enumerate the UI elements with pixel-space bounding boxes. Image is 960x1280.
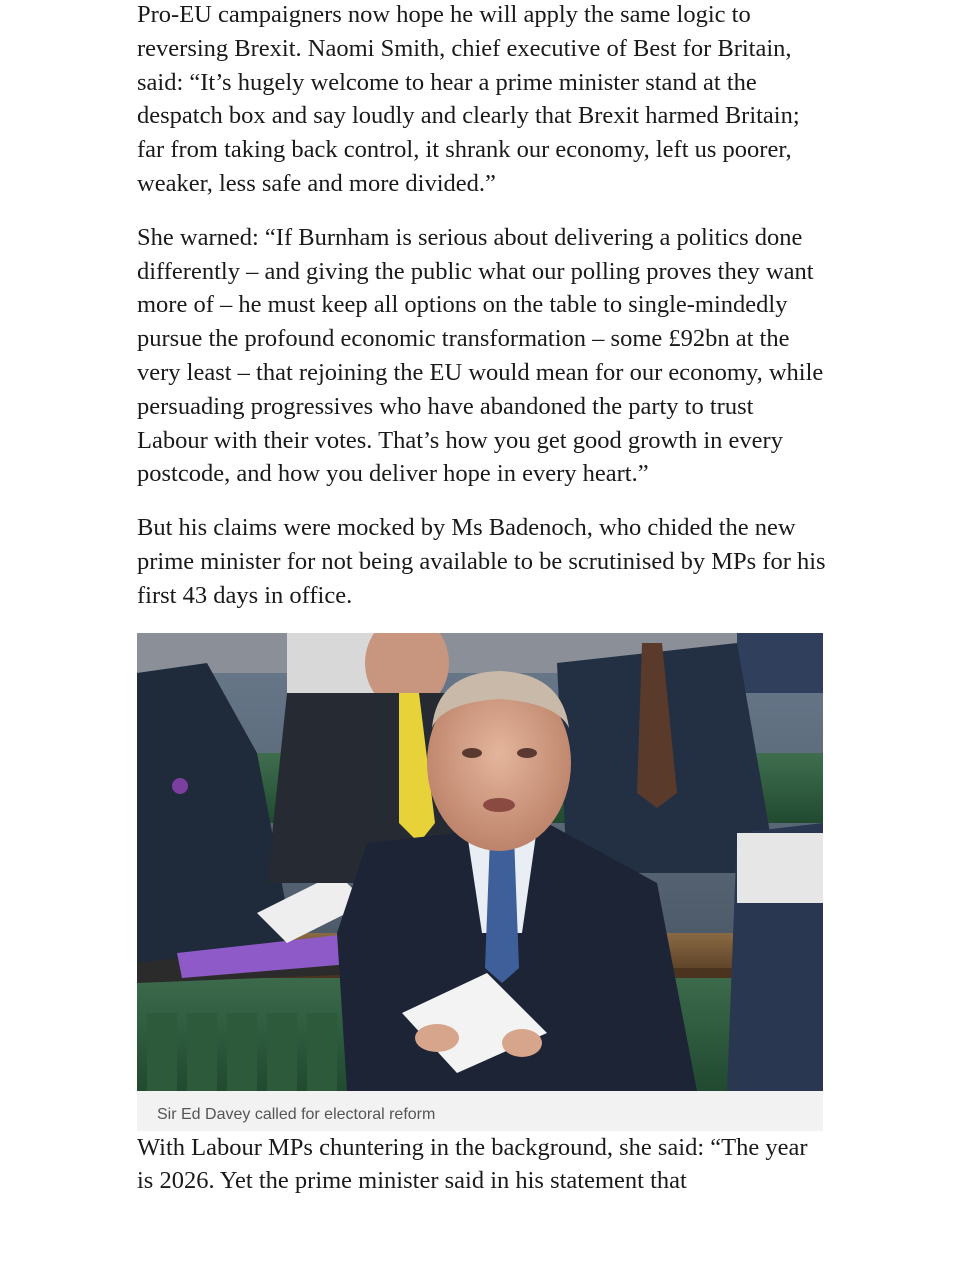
article-body bbox=[137, 0, 827, 1218]
paragraph-2: She warned: “If Burnham is serious about delivering a politics done differently – and giving the public what our polling proves they want more of – he must keep all options on the table to single-mindedly pursue the profound economic transformation – some £92bn at the very least – that rejoining the EU would mean for our economy, while persuading progressives who have abandoned the party to trust Labour with their votes. That’s how you get good growth in every postcode, and how you deliver hope in every heart.” bbox=[137, 223, 824, 488]
photo-caption: Sir Ed Davey called for electoral reform bbox=[137, 1091, 823, 1131]
paragraph-4: With Labour MPs chuntering in the background, she said: “The year is 2026. Yet the prime minister said in his statement that bbox=[137, 1133, 808, 1195]
article-figure bbox=[137, 633, 823, 1131]
paragraph-1: Pro-EU campaigners now hope he will apply the same logic to reversing Brexit. Naomi Smith, chief executive of Best for Britain, said: “It’s hugely welcome to hear a prime minister stand at the despatch box and say loudly and clearly that Brexit harmed Britain; far from taking back control, it shrank our economy, left us poorer, weaker, less safe and more divided.” bbox=[137, 1, 800, 197]
paragraph-3: But his claims were mocked by Ms Badenoch, who chided the new prime minister for not being available to be scrutinised by MPs for his first 43 days in office. bbox=[137, 514, 826, 609]
article-photo[interactable] bbox=[137, 633, 823, 1091]
